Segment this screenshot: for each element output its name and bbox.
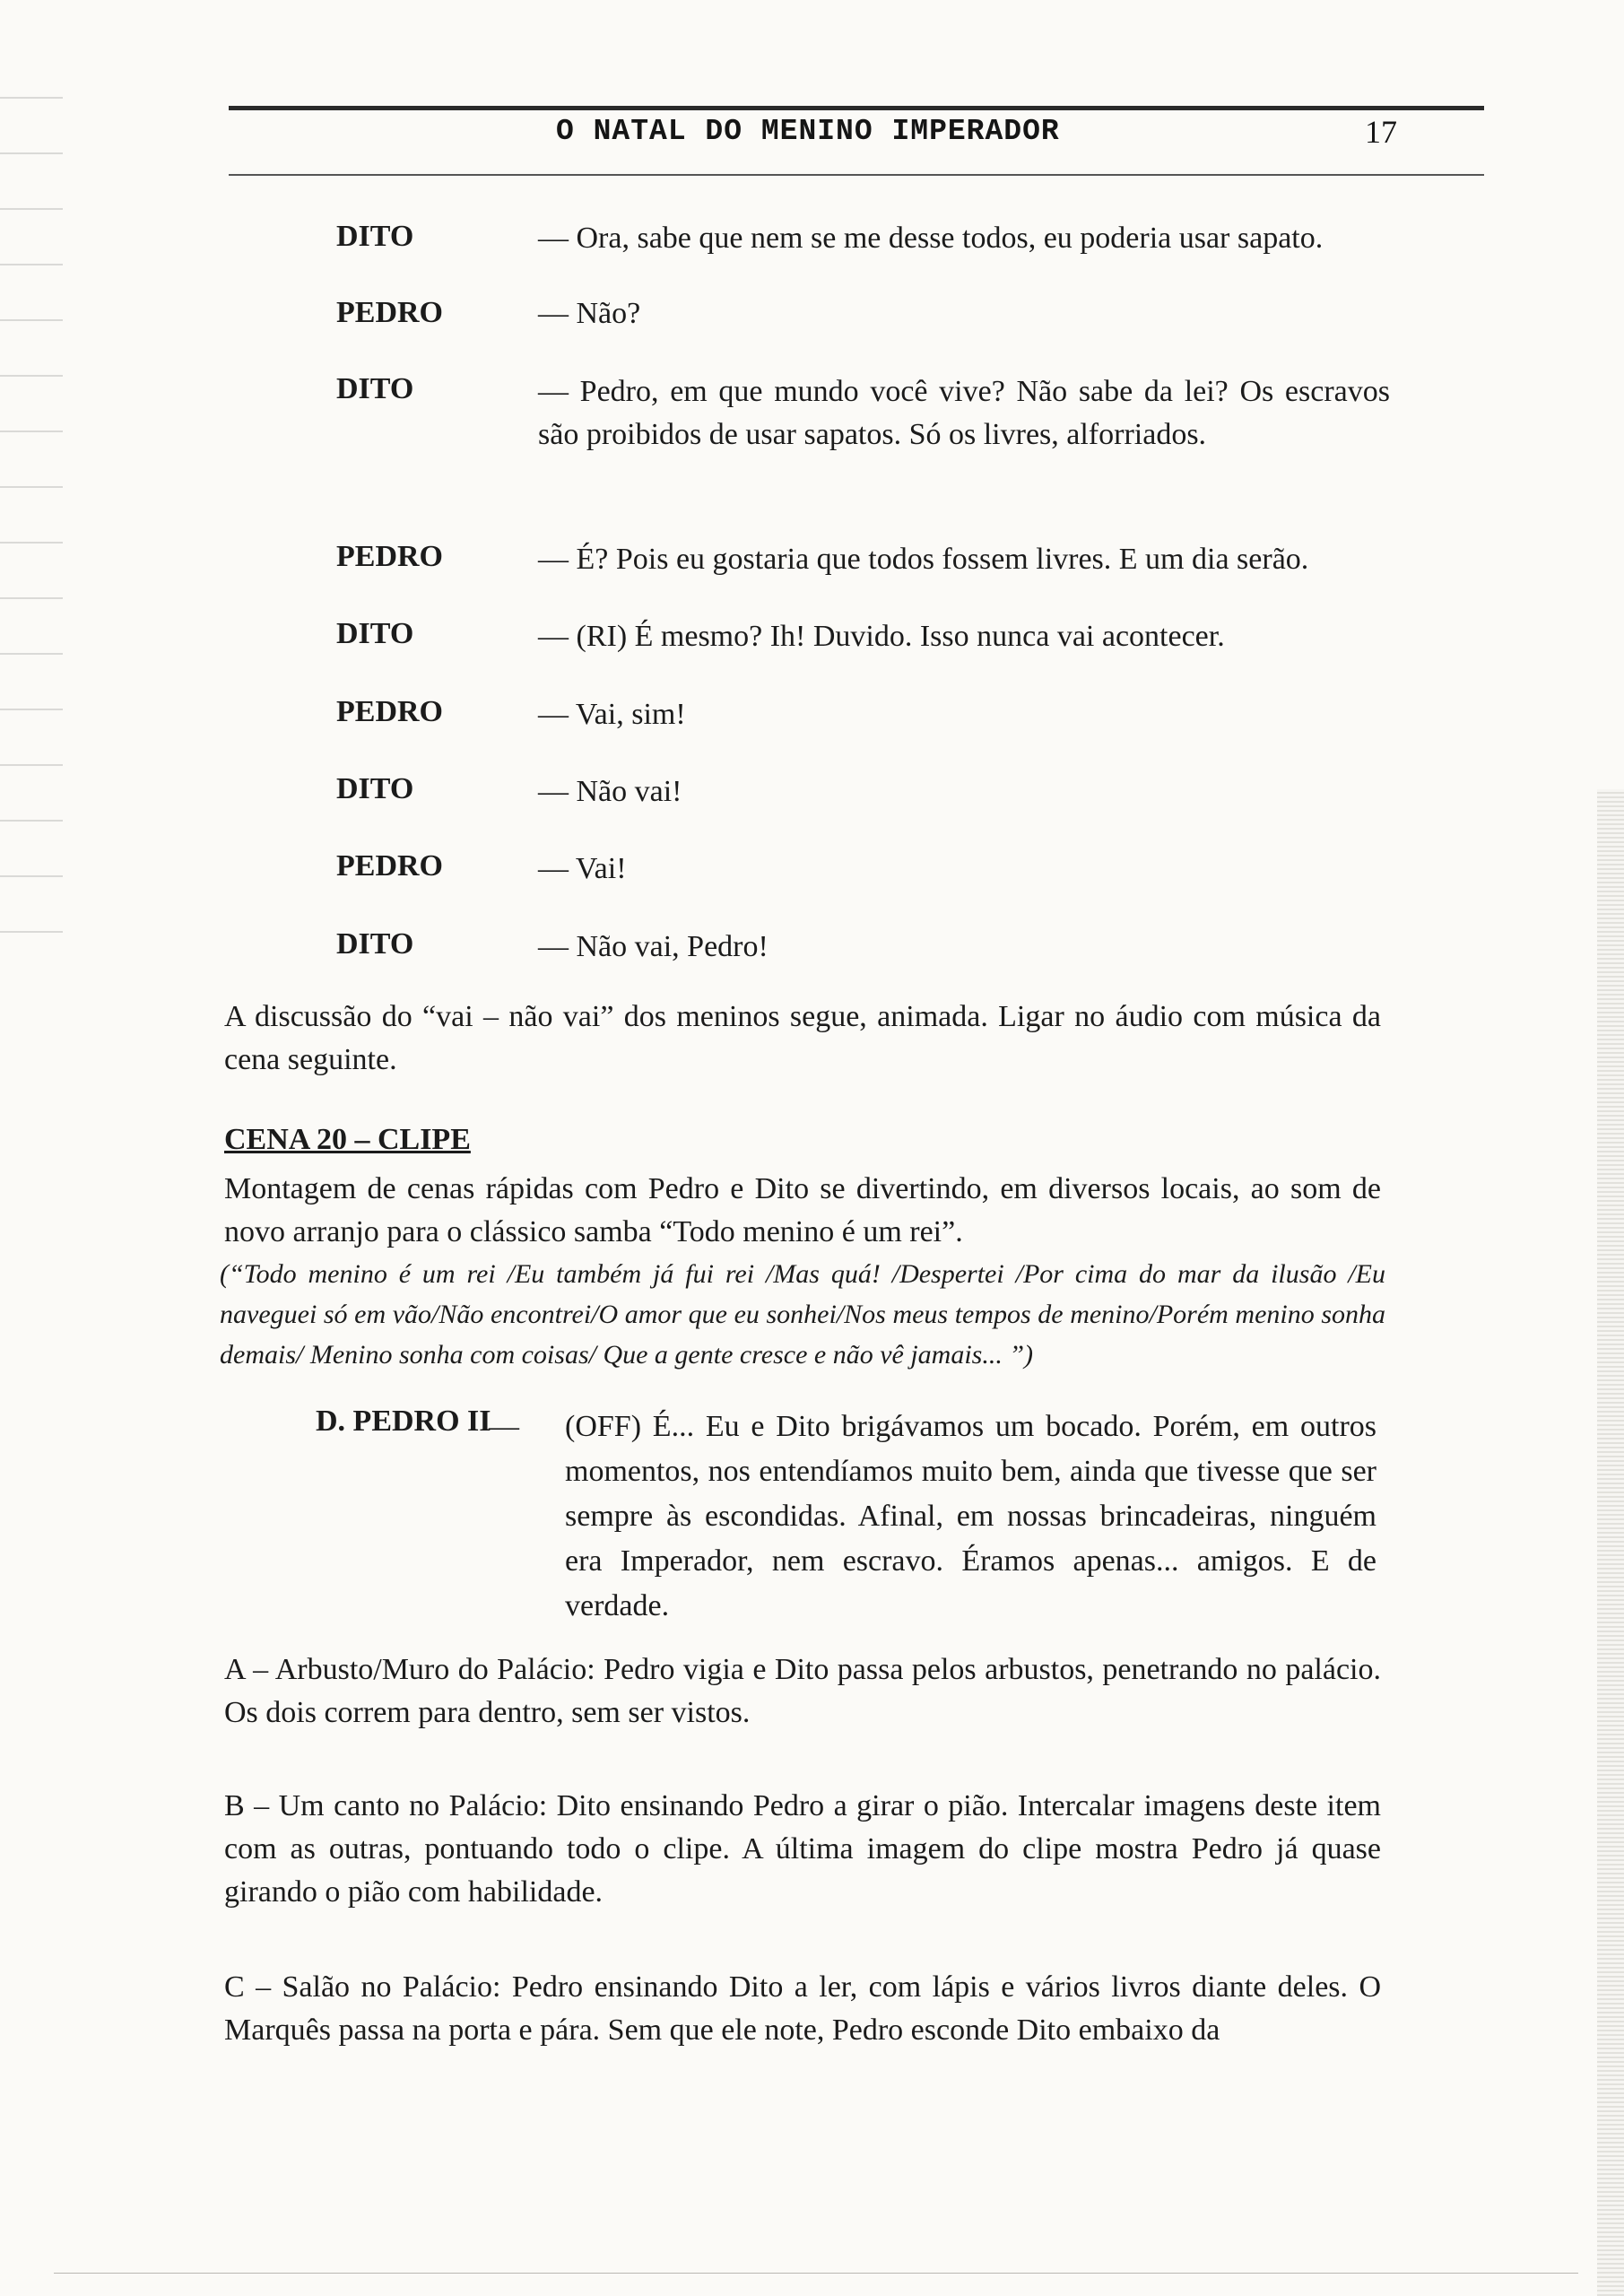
header-rule-top [229,106,1484,110]
page-number: 17 [1365,114,1397,150]
scene-description: Montagem de cenas rápidas com Pedro e Dito se divertindo, em diversos locais, ao som de novo arranjo para o clássico samba “Todo menino é um rei”. [224,1172,1381,1248]
dialogue-line: — (RI) É mesmo? Ih! Duvido. Isso nunca vai acontecer. [538,620,1225,653]
scene-heading: CENA 20 – CLIPE [224,1123,471,1156]
dialogue-speaker: DITO [336,927,414,961]
dialogue-line: — Ora, sabe que nem se me desse todos, eu poderia usar sapato. [538,222,1324,255]
dialogue-line: — Não vai! [538,775,682,808]
narrator-text: (OFF) É... Eu e Dito brigávamos um bocado. Porém, em outros momentos, nos entendíamos muito bem, ainda que tivesse que ser sempre às escondidas. Afinal, em nossas brincadeiras, ninguém era Imperador, nem escravo. Éramos apenas... amigos. E de verdade. [565,1410,1376,1622]
dialogue-speaker: DITO [336,772,414,805]
dialogue-speaker: DITO [336,220,414,253]
scene-lyrics: (“Todo menino é um rei /Eu também já fui rei /Mas quá! /Despertei /Por cima do mar da ilusão /Eu naveguei só em vão/Não encontrei/O amor que eu sonhei/Nos meus tempos de menino/Porém menino sonha demais/ Menino sonha com coisas/ Que a gente cresce e não vê jamais... ”) [220,1259,1385,1370]
dialogue-speaker: DITO [336,372,414,405]
header-rule-bottom [229,174,1484,176]
narrator-dash: — [489,1410,519,1443]
page-scan-left-marks [0,90,63,987]
dialogue-line: — Não vai, Pedro! [538,930,769,963]
dialogue-speaker: PEDRO [336,695,443,728]
dialogue-line: — É? Pois eu gostaria que todos fossem livres. E um dia serão. [538,543,1309,576]
dialogue-line: — Pedro, em que mundo você vive? Não sabe da lei? Os escravos são proibidos de usar sapatos. Só os livres, alforriados. [538,375,1390,451]
scene-item: A – Arbusto/Muro do Palácio: Pedro vigia e Dito passa pelos arbustos, penetrando no palácio. Os dois correm para dentro, sem ser vistos. [224,1653,1381,1729]
narrator-speaker: D. PEDRO II [316,1405,491,1438]
scene-item: B – Um canto no Palácio: Dito ensinando Pedro a girar o pião. Intercalar imagens deste item com as outras, pontuando todo o clipe. A última imagem do clipe mostra Pedro já quase girando o pião com habilidade. [224,1789,1381,1909]
dialogue-speaker: PEDRO [336,540,443,573]
scene-item: C – Salão no Palácio: Pedro ensinando Dito a ler, com lápis e vários livros diante deles. O Marquês passa na porta e pára. Sem que ele note, Pedro esconde Dito embaixo da [224,1970,1381,2047]
dialogue-line: — Vai, sim! [538,698,686,731]
header-title: O NATAL DO MENINO IMPERADOR [556,115,1060,148]
narrator-line [489,1405,1376,1629]
dialogue-line: — Vai! [538,852,627,885]
dialogue-speaker: PEDRO [336,296,443,329]
dialogue-speaker: DITO [336,617,414,650]
stage-direction: A discussão do “vai – não vai” dos meninos segue, animada. Ligar no áudio com música da cena seguinte. [224,1000,1381,1076]
page-scan-edge [1597,789,1624,2296]
dialogue-speaker: PEDRO [336,849,443,883]
footer-rule [54,2273,1578,2274]
dialogue-line: — Não? [538,297,641,330]
